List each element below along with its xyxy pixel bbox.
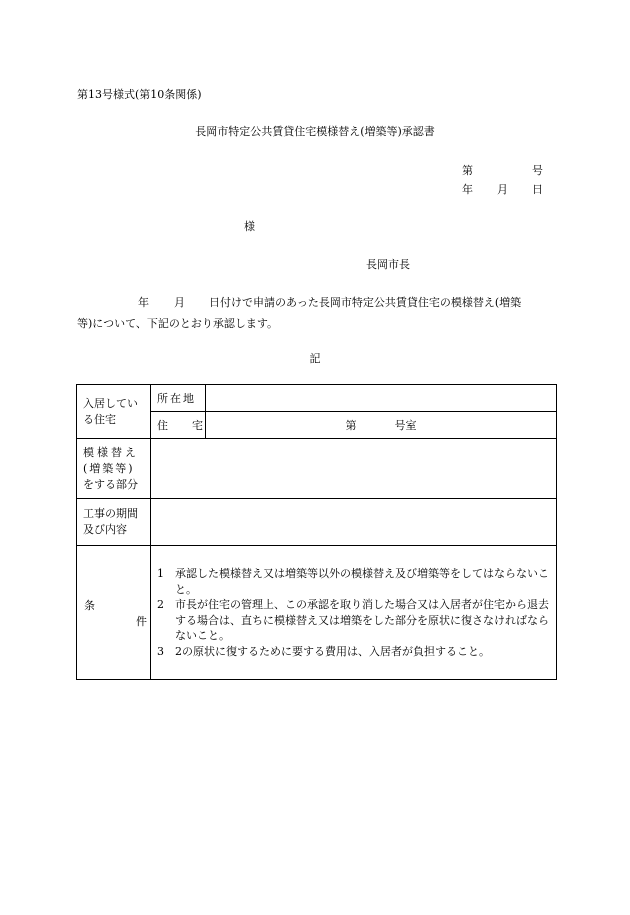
remodel-label-line1: 模様替え [83,445,139,459]
approval-table [76,384,557,680]
number-go: 号 [532,164,543,177]
remodel-label-line3: をする部分 [83,477,138,491]
residence-label-line2: る住宅 [83,412,116,426]
document-title: 長岡市特定公共賃貸住宅模様替え(増築等)承認書 [195,125,435,138]
conditions-label [77,546,151,680]
room-dai: 第 [345,419,357,432]
period-label-line1: 工事の期間 [83,507,138,520]
house-label-1: 住 [157,419,170,432]
number-dai: 第 [462,164,473,177]
remodel-label [77,439,151,499]
remodel-row [77,439,557,499]
conditions-row [77,546,557,680]
issuer-name: 長岡市長 [366,258,410,271]
body-text-line2: 等)について、下記のとおり承認します。 [77,317,278,330]
condition-text: 承認した模様替え又は増築等以外の模様替え及び増築等をしてはならないこと。 [175,567,549,596]
residence-label-line1: 入居してい [83,396,138,410]
condition-num: 1 [157,567,164,580]
date-month: 月 [497,183,508,196]
location-label: 所在地 [151,385,206,412]
residence-label [77,385,151,439]
house-label [151,412,206,439]
remodel-value[interactable] [151,439,557,499]
room-value[interactable] [206,412,557,439]
location-value[interactable] [206,385,557,412]
ki-heading: 記 [309,352,321,365]
date-day: 日 [532,183,543,196]
addressee-honorific: 様 [244,220,255,233]
condition-item-3 [157,644,552,660]
period-label-line2: 及び内容 [83,523,127,536]
date-year: 年 [462,183,473,196]
body-text-line1: 日付けで申請のあった長岡市特定公共賃貸住宅の模様替え(増築 [209,296,522,309]
body-month: 月 [174,296,185,309]
remodel-label-line2: (増築等) [83,461,135,475]
body-year: 年 [138,296,149,309]
conditions-label-2: 件 [136,614,147,628]
conditions-list [151,546,557,680]
condition-text: 市長が住宅の管理上、この承認を取り消した場合又は入居者が住宅から退去する場合は、直ちに模様替え又は増築をした部分を原状に復さなければならないこと。 [175,598,549,642]
condition-num: 2 [157,598,164,611]
condition-item-2 [157,597,552,644]
period-label [77,499,151,546]
condition-text: 2の原状に復するために要する費用は、入居者が負担すること。 [175,644,490,658]
location-row [77,385,557,412]
house-label-2: 宅 [192,419,205,432]
period-value[interactable] [151,499,557,546]
period-row [77,499,557,546]
room-gositsu: 号室 [394,419,417,432]
condition-num: 3 [157,644,164,658]
conditions-label-1: 条 [84,598,95,612]
condition-item-1 [157,566,552,597]
form-number: 第13号様式(第10条関係) [77,88,202,101]
